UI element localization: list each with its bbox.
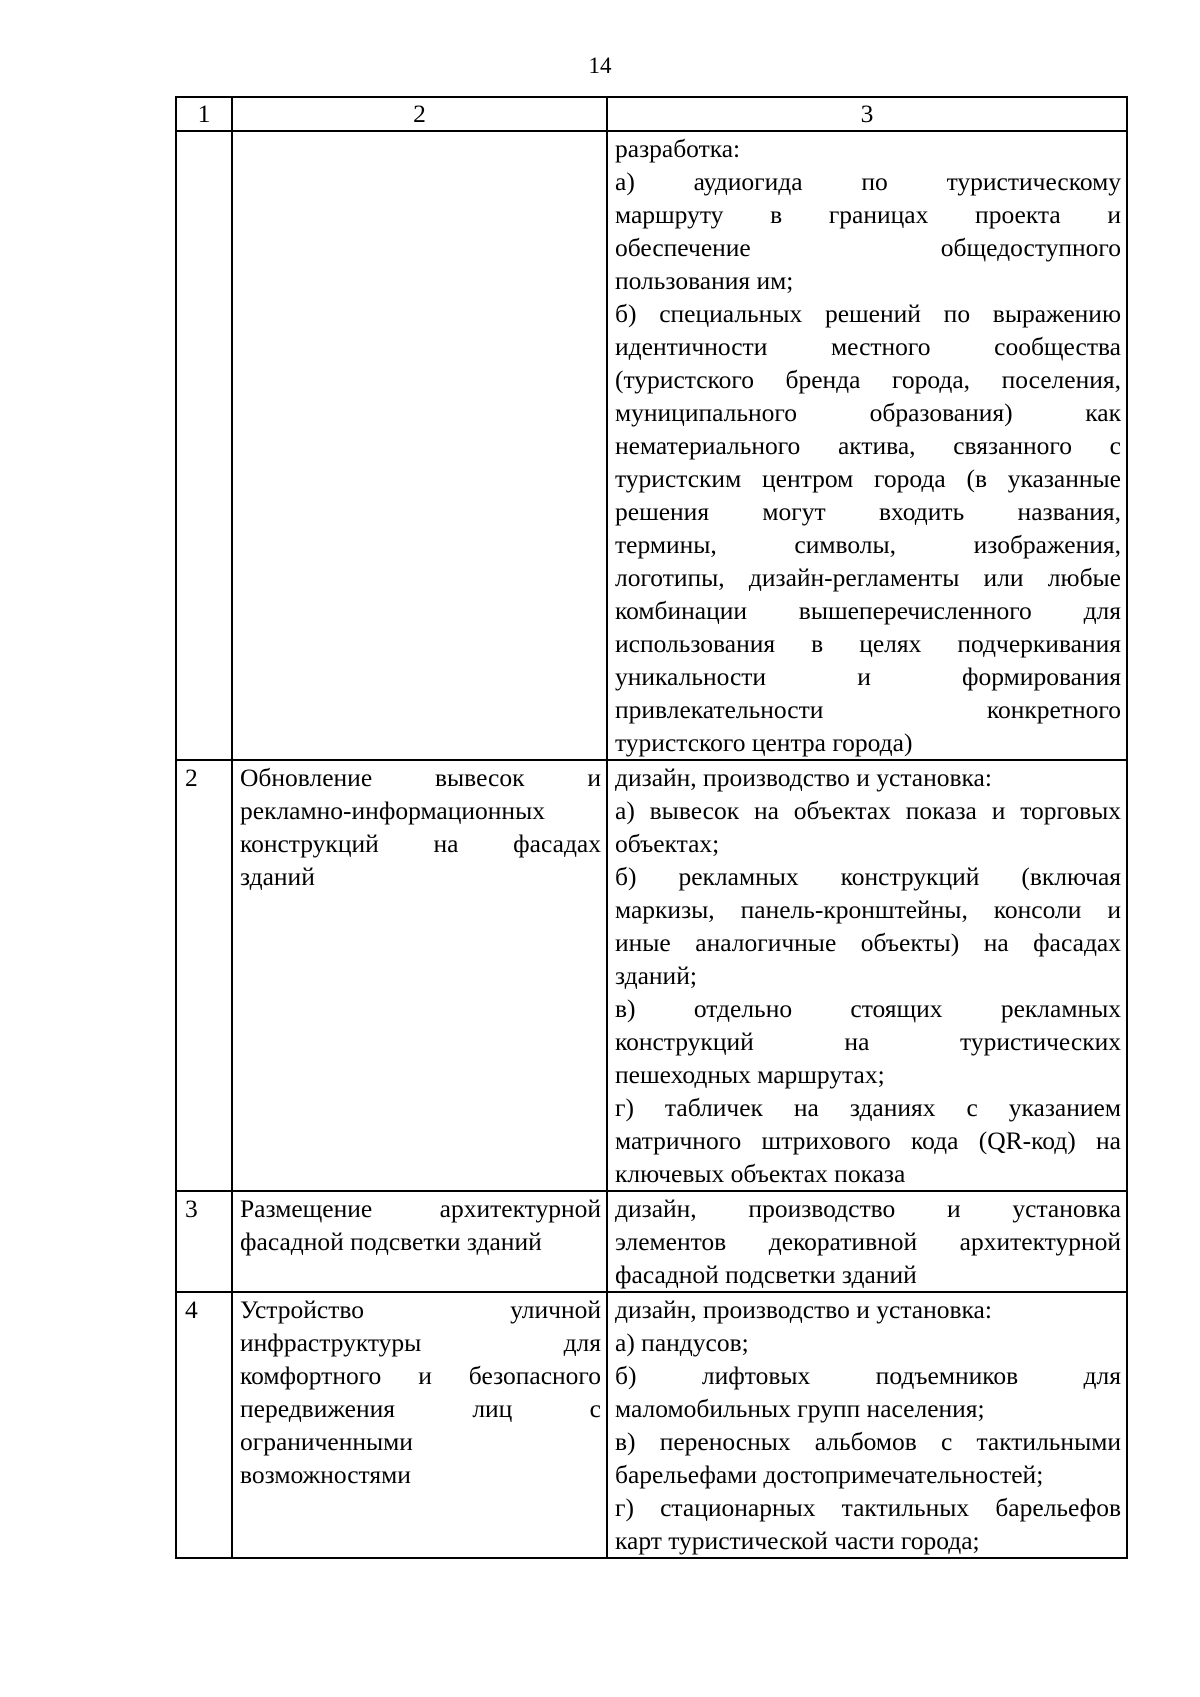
- description-line: объектах;: [615, 829, 720, 858]
- row-number-cell: 4: [176, 1292, 232, 1558]
- description-line: б) специальных решений по выражению: [615, 299, 1121, 328]
- description-line: пользования им;: [615, 266, 794, 295]
- name-line: возможностями: [240, 1460, 411, 1489]
- description-line: в) переносных альбомов с тактильными: [615, 1427, 1121, 1456]
- header-cell-2: 2: [232, 97, 607, 131]
- description-line: маломобильных групп населения;: [615, 1394, 985, 1423]
- description-line: комбинации вышеперечисленного для: [615, 596, 1121, 625]
- description-line: логотипы, дизайн-регламенты или любые: [615, 563, 1121, 592]
- name-line: рекламно-информационных: [240, 796, 545, 825]
- name-cell: [232, 1292, 607, 1558]
- header-cell-1: 1: [176, 97, 232, 131]
- description-line: б) рекламных конструкций (включая: [615, 862, 1121, 891]
- description-line: идентичности местного сообщества: [615, 332, 1121, 361]
- description-line: барельефами достопримечательностей;: [615, 1460, 1044, 1489]
- description-line: конструкций на туристических: [615, 1027, 1121, 1056]
- description-line: зданий;: [615, 961, 697, 990]
- description-line: дизайн, производство и установка: [615, 1194, 1121, 1223]
- description-line: матричного штрихового кода (QR-код) на: [615, 1126, 1121, 1155]
- description-line: а) пандусов;: [615, 1328, 749, 1357]
- table-row: [176, 1191, 1127, 1292]
- description-line: а) вывесок на объектах показа и торговых: [615, 796, 1121, 825]
- name-line: зданий: [240, 862, 315, 891]
- name-line: фасадной подсветки зданий: [240, 1227, 542, 1256]
- description-cell: [607, 131, 1127, 760]
- description-line: туристского центра города): [615, 728, 913, 757]
- description-line: решения могут входить названия,: [615, 497, 1121, 526]
- description-line: б) лифтовых подъемников для: [615, 1361, 1121, 1390]
- description-line: разработка:: [615, 134, 741, 163]
- name-line: Устройство уличной: [240, 1295, 601, 1324]
- name-line: комфортного и безопасного: [240, 1361, 601, 1390]
- description-line: в) отдельно стоящих рекламных: [615, 994, 1121, 1023]
- description-line: использования в целях подчеркивания: [615, 629, 1121, 658]
- description-line: термины, символы, изображения,: [615, 530, 1121, 559]
- description-line: привлекательности конкретного: [615, 695, 1121, 724]
- row-number-cell: [176, 131, 232, 760]
- description-cell: [607, 1292, 1127, 1558]
- name-cell: [232, 131, 607, 760]
- description-line: (туристского бренда города, поселения,: [615, 365, 1121, 394]
- name-cell: [232, 760, 607, 1191]
- name-line: ограниченными: [240, 1427, 413, 1456]
- description-line: иные аналогичные объекты) на фасадах: [615, 928, 1121, 957]
- name-cell: [232, 1191, 607, 1292]
- description-line: ключевых объектах показа: [615, 1159, 906, 1188]
- description-line: туристским центром города (в указанные: [615, 464, 1121, 493]
- description-line: г) стационарных тактильных барельефов: [615, 1493, 1121, 1522]
- name-line: передвижения лиц с: [240, 1394, 601, 1423]
- header-cell-3: 3: [607, 97, 1127, 131]
- table-body: [176, 131, 1127, 1558]
- table-row: [176, 760, 1127, 1191]
- description-line: обеспечение общедоступного: [615, 233, 1121, 262]
- description-line: элементов декоративной архитектурной: [615, 1227, 1121, 1256]
- description-line: г) табличек на зданиях с указанием: [615, 1093, 1121, 1122]
- document-table: [175, 96, 1128, 1559]
- description-line: дизайн, производство и установка:: [615, 1295, 992, 1324]
- table-row: [176, 1292, 1127, 1558]
- name-line: конструкций на фасадах: [240, 829, 601, 858]
- table-header-row: [176, 97, 1127, 131]
- row-number-cell: 3: [176, 1191, 232, 1292]
- description-cell: [607, 1191, 1127, 1292]
- description-line: фасадной подсветки зданий: [615, 1260, 917, 1289]
- name-line: инфраструктуры для: [240, 1328, 601, 1357]
- description-cell: [607, 760, 1127, 1191]
- description-line: карт туристической части города;: [615, 1526, 980, 1555]
- description-line: уникальности и формирования: [615, 662, 1121, 691]
- description-line: дизайн, производство и установка:: [615, 763, 992, 792]
- row-number-cell: 2: [176, 760, 232, 1191]
- description-line: муниципального образования) как: [615, 398, 1121, 427]
- page-number: 14: [588, 53, 612, 78]
- description-line: пешеходных маршрутах;: [615, 1060, 885, 1089]
- name-line: Обновление вывесок и: [240, 763, 601, 792]
- description-line: маршруту в границах проекта и: [615, 200, 1121, 229]
- name-line: Размещение архитектурной: [240, 1194, 601, 1223]
- description-line: маркизы, панель-кронштейны, консоли и: [615, 895, 1121, 924]
- description-line: а) аудиогида по туристическому: [615, 167, 1121, 196]
- table-row: [176, 131, 1127, 760]
- description-line: нематериального актива, связанного с: [615, 431, 1121, 460]
